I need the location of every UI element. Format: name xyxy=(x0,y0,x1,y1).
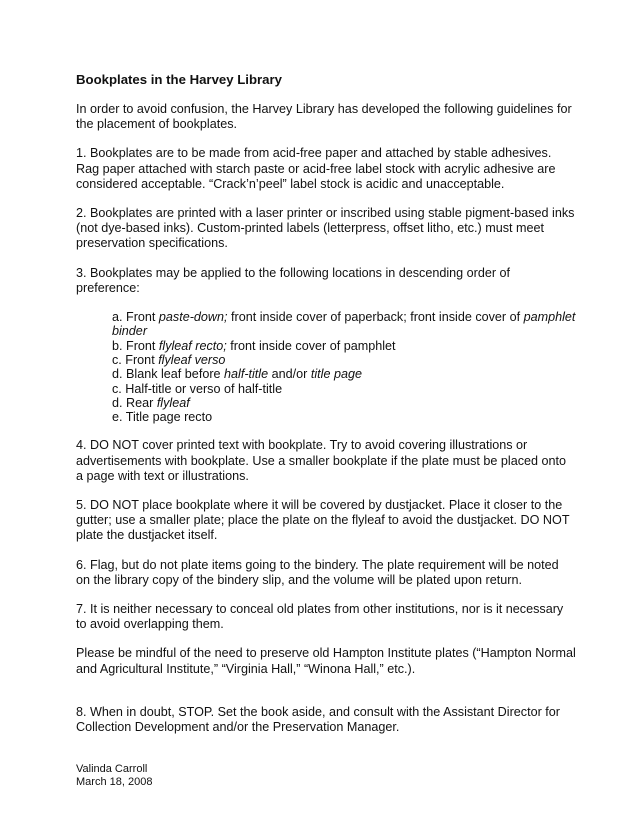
author-name: Valinda Carroll xyxy=(76,763,148,775)
document-footer xyxy=(76,763,152,790)
guideline-3: 3. Bookplates may be applied to the following locations in descending order of preference: xyxy=(76,265,511,295)
document-title: Bookplates in the Harvey Library xyxy=(76,72,282,87)
guideline-2: 2. Bookplates are printed with a laser printer or inscribed using stable pigment-based inks (not dye-based inks). Custom-printed labels (letterpress, offset litho, etc.) must meet preservation specifications. xyxy=(76,206,575,251)
list-item-blank-leaf: d. Blank leaf before half-title and/or title page xyxy=(112,367,362,382)
guideline-7: 7. It is neither necessary to conceal old plates from other institutions, nor is it necessary to avoid overlapping them. xyxy=(76,602,564,632)
list-item-half-title: c. Half-title or verso of half-title xyxy=(112,381,283,396)
intro-paragraph: In order to avoid confusion, the Harvey Library has developed the following guidelines for the placement of bookplates. xyxy=(76,102,572,132)
list-item-front-flyleaf-verso: c. Front flyleaf verso xyxy=(112,352,226,367)
guideline-5: 5. DO NOT place bookplate where it will be covered by dustjacket. Place it closer to the gutter; use a smaller plate; place the plate on the flyleaf to avoid the dustjacket. DO NOT plate the dustjacket itself. xyxy=(76,498,570,543)
hampton-plates-note: Please be mindful of the need to preserve old Hampton Institute plates (“Hampton Normal and Agricultural Institute,” “Virginia Hall,” “Winona Hall,” etc.). xyxy=(76,646,576,676)
guideline-4: 4. DO NOT cover printed text with bookplate. Try to avoid covering illustrations or advertisements with bookplate. Use a smaller bookplate if the plate must be placed onto a page with text or illustrations. xyxy=(76,438,567,483)
document-date: March 18, 2008 xyxy=(76,776,153,789)
list-item-title-page-recto: e. Title page recto xyxy=(112,410,213,425)
document-body xyxy=(76,72,576,749)
guideline-6: 6. Flag, but do not plate items going to the bindery. The plate requirement will be noted on the library copy of the bindery slip, and the volume will be plated upon return. xyxy=(76,557,559,587)
guideline-8: 8. When in doubt, STOP. Set the book aside, and consult with the Assistant Director for Collection Development and/or the Preservation Manager. xyxy=(76,704,560,735)
list-item-front-paste-down: a. Front paste-down; front inside cover of paperback; front inside cover of pamphlet binder xyxy=(112,310,576,339)
placement-list xyxy=(112,310,576,424)
guideline-1: 1. Bookplates are to be made from acid-free paper and attached by stable adhesives. Rag paper attached with starch paste or acid-free label stock with acrylic adhesive are considered acceptable. “Crack’n’peel” label stock is acidic and unacceptable. xyxy=(76,146,556,191)
list-item-front-flyleaf-recto: b. Front flyleaf recto; front inside cover of pamphlet xyxy=(112,338,396,353)
list-item-rear-flyleaf: d. Rear flyleaf xyxy=(112,395,190,410)
